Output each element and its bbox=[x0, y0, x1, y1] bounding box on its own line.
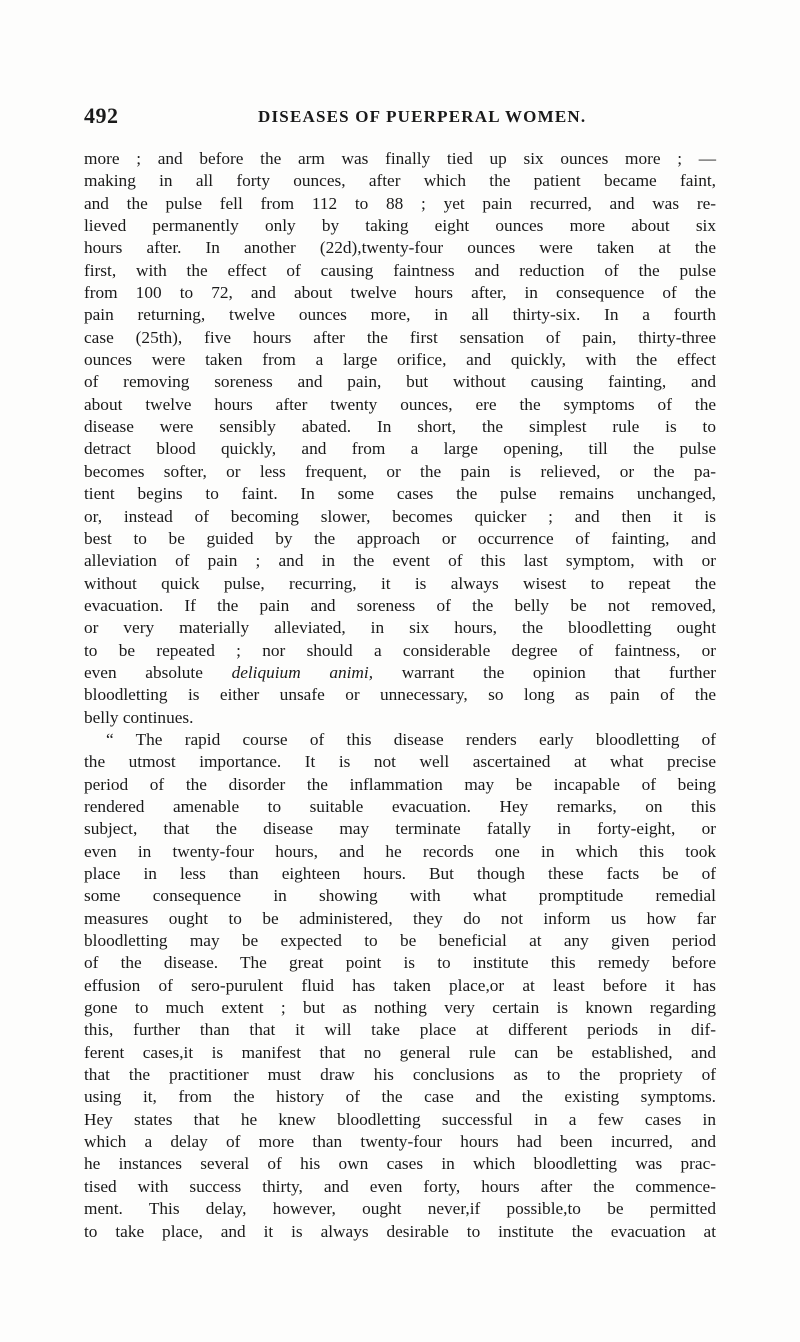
text-line: without quick pulse, recurring, it is always wisest to repeat the bbox=[84, 573, 716, 593]
text-line: bloodletting may be expected to be beneficial at any given period bbox=[84, 931, 716, 951]
text-line: lieved permanently only by taking eight ounces more about six bbox=[84, 216, 716, 236]
text-line: or very materially alleviated, in six hours, the bloodletting ought bbox=[84, 618, 716, 638]
running-head bbox=[84, 103, 716, 133]
italic-phrase: deliquium animi, bbox=[231, 662, 374, 682]
text-line: from 100 to 72, and about twelve hours after, in consequence of the bbox=[84, 283, 716, 303]
text-line: detract blood quickly, and from a large opening, till the pulse bbox=[84, 439, 716, 459]
text-line: belly continues. bbox=[84, 707, 194, 727]
text-line: ferent cases,it is manifest that no general rule can be established, and bbox=[84, 1042, 716, 1062]
text-line: best to be guided by the approach or occurrence of fainting, and bbox=[84, 528, 716, 548]
text-line: about twelve hours after twenty ounces, ere the symptoms of the bbox=[84, 394, 716, 414]
text-line: to be repeated ; nor should a considerable degree of faintness, or bbox=[84, 640, 716, 660]
text-line: of removing soreness and pain, but without causing fainting, and bbox=[84, 372, 716, 392]
text-line: the utmost importance. It is not well ascertained at what precise bbox=[84, 752, 716, 772]
paragraph-2 bbox=[84, 729, 716, 1243]
running-title: DISEASES OF PUERPERAL WOMEN. bbox=[258, 107, 587, 126]
text-line: first, with the effect of causing faintness and reduction of the pulse bbox=[84, 260, 716, 280]
text-line: ounces were taken from a large orifice, and quickly, with the effect bbox=[84, 350, 716, 370]
text-line: some consequence in showing with what promptitude remedial bbox=[84, 886, 716, 906]
text-line: gone to much extent ; but as nothing very certain is known regarding bbox=[84, 998, 716, 1018]
text-line-with-italic bbox=[84, 662, 716, 684]
text-line: period of the disorder the inflammation may be incapable of being bbox=[84, 774, 716, 794]
text-line: effusion of sero-purulent fluid has taken place,or at least before it has bbox=[84, 975, 716, 995]
text-line: tised with success thirty, and even forty, hours after the commence- bbox=[84, 1176, 716, 1196]
text-line: which a delay of more than twenty-four hours had been incurred, and bbox=[84, 1132, 716, 1152]
text-line: this, further than that it will take place at different periods in dif- bbox=[84, 1020, 716, 1040]
text-line: disease were sensibly abated. In short, the simplest rule is to bbox=[84, 417, 716, 437]
page-number: 492 bbox=[84, 103, 119, 128]
text-line: hours after. In another (22d),twenty-four ounces were taken at the bbox=[84, 238, 716, 258]
text-line: alleviation of pain ; and in the event of this last symptom, with or bbox=[84, 551, 716, 571]
text-line: measures ought to be administered, they do not inform us how far bbox=[84, 908, 716, 928]
text-line: case (25th), five hours after the first sensation of pain, thirty-three bbox=[84, 327, 716, 347]
text-line: that the practitioner must draw his conclusions as to the propriety of bbox=[84, 1065, 716, 1085]
text-line: and the pulse fell from 112 to 88 ; yet pain recurred, and was re- bbox=[84, 193, 716, 213]
text-line: “ The rapid course of this disease renders early bloodletting of bbox=[106, 729, 716, 749]
text-line: using it, from the history of the case and the existing symptoms. bbox=[84, 1087, 716, 1107]
text-line: rendered amenable to suitable evacuation. Hey remarks, on this bbox=[84, 796, 716, 816]
text-line: Hey states that he knew bloodletting successful in a few cases in bbox=[84, 1109, 716, 1129]
text-line: more ; and before the arm was finally tied up six ounces more ; — bbox=[84, 149, 716, 168]
text-line: subject, that the disease may terminate fatally in forty-eight, or bbox=[84, 819, 716, 839]
text-line: of the disease. The great point is to institute this remedy before bbox=[84, 953, 716, 973]
text-line: or, instead of becoming slower, becomes quicker ; and then it is bbox=[84, 506, 716, 526]
text-line: place in less than eighteen hours. But though these facts be of bbox=[84, 864, 716, 883]
text-line: bloodletting is either unsafe or unnecessary, so long as pain of the bbox=[84, 685, 716, 705]
text-line: ment. This delay, however, ought never,if possible,to be permitted bbox=[84, 1199, 716, 1219]
text-line: to take place, and it is always desirable to institute the evacuation at bbox=[84, 1221, 716, 1241]
text-line: making in all forty ounces, after which the patient became faint, bbox=[84, 171, 716, 191]
text-run: even absolute bbox=[84, 662, 232, 682]
text-line: becomes softer, or less frequent, or the pain is relieved, or the pa- bbox=[84, 461, 716, 481]
text-line: evacuation. If the pain and soreness of the belly be not removed, bbox=[84, 595, 716, 615]
text-line: even in twenty-four hours, and he records one in which this took bbox=[84, 841, 716, 861]
text-line: pain returning, twelve ounces more, in all thirty-six. In a fourth bbox=[84, 305, 716, 325]
text-line: he instances several of his own cases in which bloodletting was prac- bbox=[84, 1154, 716, 1174]
paragraph-1 bbox=[84, 148, 716, 729]
body-text bbox=[84, 148, 716, 1243]
text-line: tient begins to faint. In some cases the pulse remains unchanged, bbox=[84, 484, 716, 504]
text-run: warrant the opinion that further bbox=[373, 662, 716, 682]
